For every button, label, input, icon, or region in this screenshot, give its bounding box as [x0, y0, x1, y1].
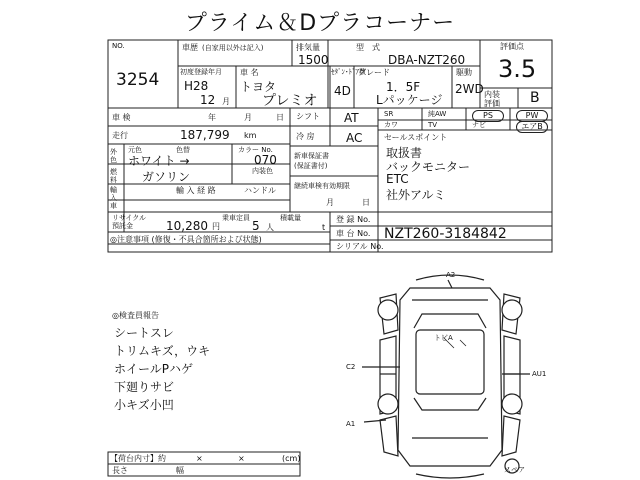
ac-label: 冷 房	[296, 132, 315, 141]
grade-value-1: 1．5F	[386, 80, 421, 94]
sales-point-item: ETC	[386, 172, 409, 186]
warranty-end-label: 継続車検有効期限	[294, 182, 350, 190]
inspection-day: 日	[276, 113, 284, 122]
mileage-unit: km	[244, 131, 257, 140]
model-value: DBA-NZT260	[388, 53, 466, 67]
capacity-value: 5	[252, 219, 260, 233]
maker-value: トヨタ	[240, 80, 277, 94]
car-name: プレミオ	[262, 93, 318, 109]
inspection-label: 車 検	[112, 113, 131, 122]
color-no-value: 070	[254, 153, 277, 167]
capacity-label: 乗車定員	[222, 214, 250, 222]
inspector-note-item: 下廻りサビ	[114, 380, 175, 394]
orig-color-label: 元色	[128, 146, 142, 154]
interior-color-label: 内装色	[252, 167, 273, 175]
shaken-note: (自家用以外は記入)	[202, 44, 264, 52]
model-label: 型 式	[356, 43, 380, 52]
grade-value-2: Lパッケージ	[376, 93, 443, 107]
score-label: 評価点	[500, 42, 524, 51]
newcar-warranty-label: 新車保証書	[294, 152, 329, 160]
no-value: 3254	[116, 70, 160, 90]
displacement-value: 1500	[298, 53, 329, 67]
interior-value: B	[530, 90, 540, 106]
shift-label: シフト	[296, 112, 320, 121]
warranty-day: 日	[362, 198, 370, 207]
fuel-label: 燃料	[110, 168, 117, 184]
grade-label: グレード	[358, 68, 390, 77]
cargo-x2: ×	[238, 454, 245, 463]
first-reg-month: 12	[200, 93, 216, 107]
equipment-item: PS	[472, 110, 504, 122]
interior-sub: 評価	[484, 99, 500, 108]
recycle-value: 10,280	[166, 219, 208, 233]
color-label: 色替	[176, 146, 190, 154]
color-no-label: カラー No.	[238, 146, 273, 154]
interior-label: 内装	[484, 90, 500, 99]
doors-value: 4D	[334, 84, 351, 98]
displacement-label: 排気量	[296, 43, 320, 52]
serial-label: シリアル No.	[336, 242, 384, 251]
import-dealer: 輸 入 経 路	[176, 186, 216, 195]
equipment-item: TV	[428, 121, 438, 129]
mark-left: C2	[346, 363, 356, 371]
cargo-label: 【荷台内寸】約	[110, 454, 166, 463]
load-label: 積載量	[280, 214, 301, 222]
equipment-item: エアB	[516, 121, 548, 133]
recycle-label: リサイクル預託金	[112, 214, 147, 230]
mark-bottom-left: A1	[346, 420, 356, 428]
maker-label: 車 名	[240, 68, 259, 77]
inspector-note-item: 小キズ小凹	[114, 398, 174, 412]
inspection-year: 年	[208, 113, 216, 122]
color-section: 外色	[110, 148, 117, 164]
first-reg-year: H28	[184, 79, 209, 93]
cargo-x1: ×	[196, 454, 203, 463]
inspector-label: ◎検査員報告	[112, 311, 159, 320]
cargo-width-label: 幅	[176, 466, 184, 475]
doors-label: ｾﾀﾞﾝ･ﾄﾞｱ数	[331, 68, 366, 76]
spare-label: スペア	[504, 466, 525, 474]
import-label: 輸入車	[110, 186, 117, 210]
cargo-unit: (cm)	[282, 454, 301, 463]
mileage-label: 走行	[112, 131, 128, 140]
equipment-item: カワ	[384, 121, 398, 129]
capacity-unit: 人	[266, 223, 274, 232]
sales-point-item: 取扱書	[386, 146, 423, 160]
ac-value: AC	[346, 131, 363, 145]
load-unit: t	[322, 223, 326, 232]
notes-label: ◎注意事項 (修復・不具合箇所および状態)	[110, 235, 262, 244]
no-label: NO.	[112, 42, 125, 50]
cargo-length-label: 長さ	[112, 466, 128, 475]
inspector-note-item: シートスレ	[114, 326, 174, 340]
equipment-item: SR	[384, 110, 394, 118]
handle-label: ハンドル	[244, 186, 276, 195]
mileage-value: 187,799	[180, 128, 230, 142]
recycle-unit: 円	[212, 222, 220, 231]
sales-point-item: 社外アルミ	[386, 188, 446, 202]
first-reg-label: 初度登録年月	[180, 68, 222, 76]
reg-label: 登 録 No.	[336, 215, 371, 224]
equipment-item: ナビ	[472, 121, 486, 129]
mark-right: AU1	[532, 370, 547, 378]
inspector-note-item: トリムキズ，ウキ	[114, 344, 211, 358]
mark-top: A2	[446, 271, 456, 279]
car-diagram	[340, 270, 560, 480]
sales-points-label: セールスポイント	[384, 133, 448, 142]
page-title: プライム＆Dプラコーナー	[184, 11, 456, 36]
sales-point-item: バックモニター	[386, 160, 471, 174]
fuel-value: ガソリン	[142, 170, 191, 184]
roof-label: トビA	[434, 334, 453, 342]
shaken-label: 車歴	[182, 43, 198, 52]
drive-value: 2WD	[455, 82, 484, 96]
equipment-item: PW	[516, 110, 548, 122]
newcar-warranty-sub: (保証書付)	[294, 162, 328, 170]
equipment-item: 純AW	[428, 110, 447, 118]
score-value: 3.5	[498, 55, 537, 83]
inspector-note-item: ホイールPハゲ	[114, 362, 193, 376]
first-reg-unit: 月	[222, 97, 230, 106]
inspection-month: 月	[244, 113, 252, 122]
chassis-label: 車 台 No.	[336, 229, 371, 238]
chassis-value: NZT260-3184842	[384, 226, 507, 242]
drive-label: 駆動	[456, 68, 472, 77]
shift-value: AT	[344, 111, 359, 125]
warranty-month: 月	[326, 198, 334, 207]
color-value: ホワイト →	[128, 154, 190, 168]
